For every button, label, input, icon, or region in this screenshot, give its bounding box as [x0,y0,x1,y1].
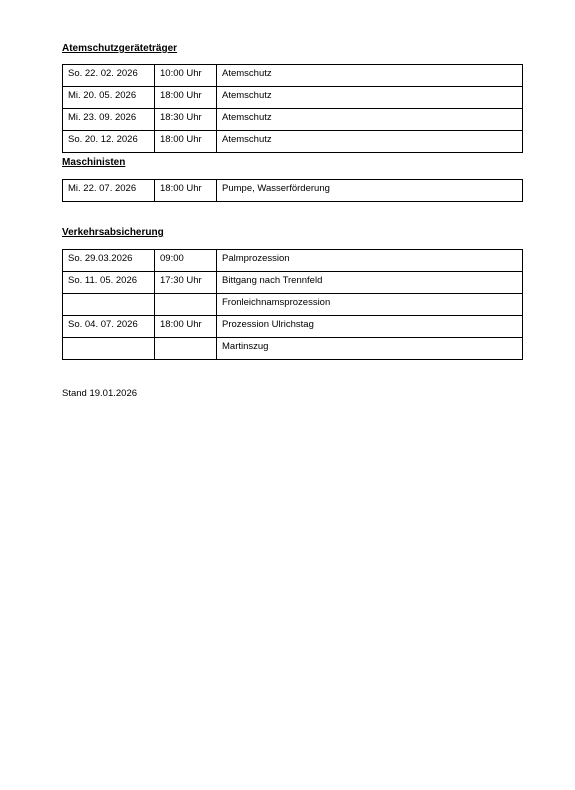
topic-cell: Atemschutz [217,109,523,131]
table-row [63,131,523,153]
time-cell [155,338,217,360]
date-cell: Mi. 23. 09. 2026 [63,109,155,131]
table-row [63,272,523,294]
time-cell: 18:00 Uhr [155,131,217,153]
date-cell [63,338,155,360]
time-cell: 09:00 [155,250,217,272]
topic-cell: Martinszug [217,338,523,360]
time-cell: 17:30 Uhr [155,272,217,294]
topic-cell: Pumpe, Wasserförderung [217,180,523,202]
date-cell: Mi. 22. 07. 2026 [63,180,155,202]
table-row [63,87,523,109]
section-title-verkehrsabsicherung: Verkehrsabsicherung [62,227,164,238]
section-title-maschinisten: Maschinisten [62,157,126,168]
table-row [63,109,523,131]
table-row [63,316,523,338]
date-cell: So. 29.03.2026 [63,250,155,272]
time-cell: 18:00 Uhr [155,87,217,109]
date-cell: Mi. 20. 05. 2026 [63,87,155,109]
table-row [63,65,523,87]
topic-cell: Atemschutz [217,65,523,87]
topic-cell: Bittgang nach Trennfeld [217,272,523,294]
table-row [63,180,523,202]
table-row [63,338,523,360]
time-cell: 10:00 Uhr [155,65,217,87]
date-cell: So. 20. 12. 2026 [63,131,155,153]
table-row [63,294,523,316]
time-cell: 18:30 Uhr [155,109,217,131]
time-cell [155,294,217,316]
topic-cell: Atemschutz [217,131,523,153]
table-row [63,250,523,272]
date-cell: So. 22. 02. 2026 [63,65,155,87]
date-cell: So. 04. 07. 2026 [63,316,155,338]
date-cell [63,294,155,316]
topic-cell: Prozession Ulrichstag [217,316,523,338]
topic-cell: Fronleichnamsprozession [217,294,523,316]
stand-date: Stand 19.01.2026 [62,388,138,399]
section-title-atemschutz: Atemschutzgeräteträger [62,43,178,54]
schedule-table-atemschutz [62,64,523,153]
schedule-table-verkehrsabsicherung [62,249,523,360]
topic-cell: Palmprozession [217,250,523,272]
time-cell: 18:00 Uhr [155,316,217,338]
time-cell: 18:00 Uhr [155,180,217,202]
topic-cell: Atemschutz [217,87,523,109]
date-cell: So. 11. 05. 2026 [63,272,155,294]
schedule-table-maschinisten [62,179,523,202]
